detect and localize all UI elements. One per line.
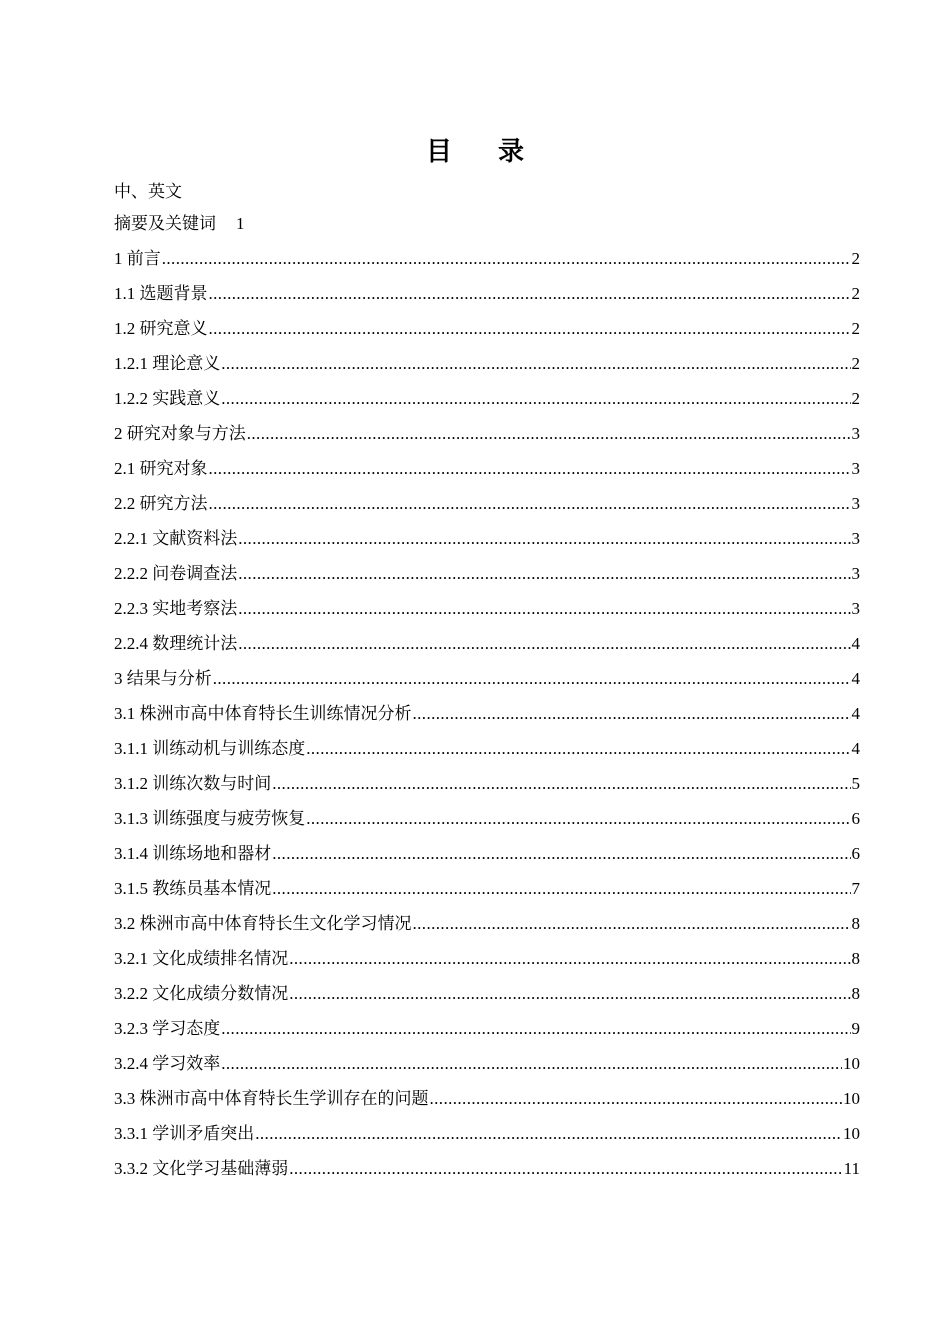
- toc-entry-page-number: 4: [851, 669, 860, 688]
- toc-entry-label: 3.2 株洲市高中体育特长生文化学习情况: [114, 914, 412, 933]
- toc-entry[interactable]: [114, 633, 860, 668]
- toc-entry-label: 3.2.1 文化成绩排名情况: [114, 949, 289, 968]
- toc-entry[interactable]: [114, 738, 860, 773]
- toc-entry-page-number: 2: [851, 354, 860, 373]
- toc-entry-page-number: 10: [843, 1089, 860, 1108]
- toc-entry-label: 2.2.1 文献资料法: [114, 529, 238, 548]
- toc-entry[interactable]: [114, 878, 860, 913]
- toc-entry-label: 2.2 研究方法: [114, 494, 208, 513]
- toc-leader-dots: [289, 983, 850, 1005]
- toc-leader-dots: [221, 353, 850, 375]
- toc-entry-label: 2.2.4 数理统计法: [114, 634, 238, 653]
- toc-leader-dots: [413, 703, 851, 725]
- toc-entry[interactable]: [114, 283, 860, 318]
- preface-label: 摘要及关键词: [114, 214, 216, 233]
- toc-entry-label: 2.1 研究对象: [114, 459, 208, 478]
- toc-leader-dots: [238, 633, 850, 655]
- toc-leader-dots: [238, 563, 850, 585]
- toc-entry[interactable]: [114, 913, 860, 948]
- toc-leader-dots: [272, 843, 850, 865]
- toc-leader-dots: [272, 878, 850, 900]
- toc-leader-dots: [209, 283, 851, 305]
- toc-entry-label: 1.2 研究意义: [114, 319, 208, 338]
- table-of-contents: [114, 248, 860, 1193]
- toc-entry-label: 3 结果与分析: [114, 669, 212, 688]
- toc-entry[interactable]: [114, 1123, 860, 1158]
- toc-entry-page-number: 5: [851, 774, 860, 793]
- toc-entry[interactable]: [114, 808, 860, 843]
- toc-entry-label: 3.1.5 教练员基本情况: [114, 879, 272, 898]
- toc-entry-page-number: 7: [851, 879, 860, 898]
- toc-entry-label: 3.3 株洲市高中体育特长生学训存在的问题: [114, 1089, 429, 1108]
- toc-entry[interactable]: [114, 983, 860, 1018]
- toc-entry-page-number: 6: [851, 844, 860, 863]
- toc-leader-dots: [430, 1088, 843, 1110]
- toc-entry-page-number: 2: [851, 319, 860, 338]
- toc-leader-dots: [221, 388, 850, 410]
- toc-entry-page-number: 8: [851, 949, 860, 968]
- toc-entry[interactable]: [114, 423, 860, 458]
- toc-entry-label: 1.2.1 理论意义: [114, 354, 221, 373]
- toc-entry[interactable]: [114, 1158, 860, 1193]
- toc-entry-page-number: 3: [851, 529, 860, 548]
- toc-entry-page-number: 8: [851, 984, 860, 1003]
- toc-leader-dots: [209, 318, 851, 340]
- toc-entry[interactable]: [114, 1088, 860, 1123]
- toc-entry-page-number: 3: [851, 459, 860, 478]
- toc-entry-page-number: 10: [843, 1054, 860, 1073]
- toc-leader-dots: [221, 1053, 842, 1075]
- page-title: [0, 134, 950, 170]
- title-char-1: 目: [425, 137, 452, 167]
- toc-leader-dots: [209, 458, 851, 480]
- toc-entry[interactable]: [114, 318, 860, 353]
- toc-entry-page-number: 2: [851, 249, 860, 268]
- title-char-2: 录: [498, 137, 525, 167]
- toc-leader-dots: [162, 248, 851, 270]
- toc-entry-page-number: 3: [851, 494, 860, 513]
- toc-leader-dots: [413, 913, 851, 935]
- toc-entry-label: 3.1.2 训练次数与时间: [114, 774, 272, 793]
- toc-entry-page-number: 4: [851, 634, 860, 653]
- toc-leader-dots: [209, 493, 851, 515]
- toc-leader-dots: [272, 773, 850, 795]
- toc-entry-page-number: 2: [851, 284, 860, 303]
- toc-leader-dots: [289, 1158, 842, 1180]
- toc-entry-label: 3.2.4 学习效率: [114, 1054, 221, 1073]
- toc-entry-label: 1.2.2 实践意义: [114, 389, 221, 408]
- toc-entry-page-number: 4: [851, 739, 860, 758]
- toc-entry-label: 1 前言: [114, 249, 161, 268]
- preface-line-abstract: [114, 213, 245, 235]
- preface-page-number: 1: [236, 214, 245, 233]
- toc-entry-label: 3.1.4 训练场地和器材: [114, 844, 272, 863]
- toc-leader-dots: [289, 948, 850, 970]
- toc-entry-page-number: 2: [851, 389, 860, 408]
- toc-entry[interactable]: [114, 1053, 860, 1088]
- toc-entry-page-number: 6: [851, 809, 860, 828]
- toc-entry-page-number: 4: [851, 704, 860, 723]
- toc-entry[interactable]: [114, 598, 860, 633]
- toc-leader-dots: [247, 423, 851, 445]
- toc-entry[interactable]: [114, 563, 860, 598]
- toc-entry-label: 3.1.3 训练强度与疲劳恢复: [114, 809, 306, 828]
- toc-entry-label: 3.3.1 学训矛盾突出: [114, 1124, 255, 1143]
- toc-entry-page-number: 3: [851, 599, 860, 618]
- toc-entry-label: 3.1 株洲市高中体育特长生训练情况分析: [114, 704, 412, 723]
- toc-entry[interactable]: [114, 773, 860, 808]
- toc-entry-page-number: 3: [851, 424, 860, 443]
- toc-entry-label: 3.2.2 文化成绩分数情况: [114, 984, 289, 1003]
- toc-entry[interactable]: [114, 843, 860, 878]
- toc-entry-page-number: 11: [843, 1159, 860, 1178]
- toc-leader-dots: [213, 668, 851, 690]
- toc-entry[interactable]: [114, 948, 860, 983]
- toc-entry-page-number: 10: [843, 1124, 860, 1143]
- toc-entry[interactable]: [114, 668, 860, 703]
- toc-entry-label: 2.2.2 问卷调查法: [114, 564, 238, 583]
- toc-entry[interactable]: [114, 388, 860, 423]
- toc-entry-label: 2.2.3 实地考察法: [114, 599, 238, 618]
- toc-entry[interactable]: [114, 353, 860, 388]
- toc-entry-label: 3.3.2 文化学习基础薄弱: [114, 1159, 289, 1178]
- toc-leader-dots: [306, 738, 850, 760]
- preface-line-abstract-lang: [114, 181, 182, 203]
- toc-entry[interactable]: [114, 248, 860, 283]
- toc-entry-label: 3.2.3 学习态度: [114, 1019, 221, 1038]
- toc-leader-dots: [221, 1018, 850, 1040]
- toc-entry-label: 2 研究对象与方法: [114, 424, 246, 443]
- toc-entry-page-number: 8: [851, 914, 860, 933]
- toc-entry-page-number: 9: [851, 1019, 860, 1038]
- toc-entry[interactable]: [114, 703, 860, 738]
- toc-leader-dots: [238, 598, 850, 620]
- toc-leader-dots: [238, 528, 850, 550]
- toc-leader-dots: [306, 808, 850, 830]
- preface-label: 中、英文: [114, 182, 182, 201]
- toc-leader-dots: [255, 1123, 842, 1145]
- toc-entry[interactable]: [114, 528, 860, 563]
- toc-entry-page-number: 3: [851, 564, 860, 583]
- toc-entry[interactable]: [114, 493, 860, 528]
- toc-entry[interactable]: [114, 1018, 860, 1053]
- toc-entry-label: 3.1.1 训练动机与训练态度: [114, 739, 306, 758]
- toc-entry[interactable]: [114, 458, 860, 493]
- toc-entry-label: 1.1 选题背景: [114, 284, 208, 303]
